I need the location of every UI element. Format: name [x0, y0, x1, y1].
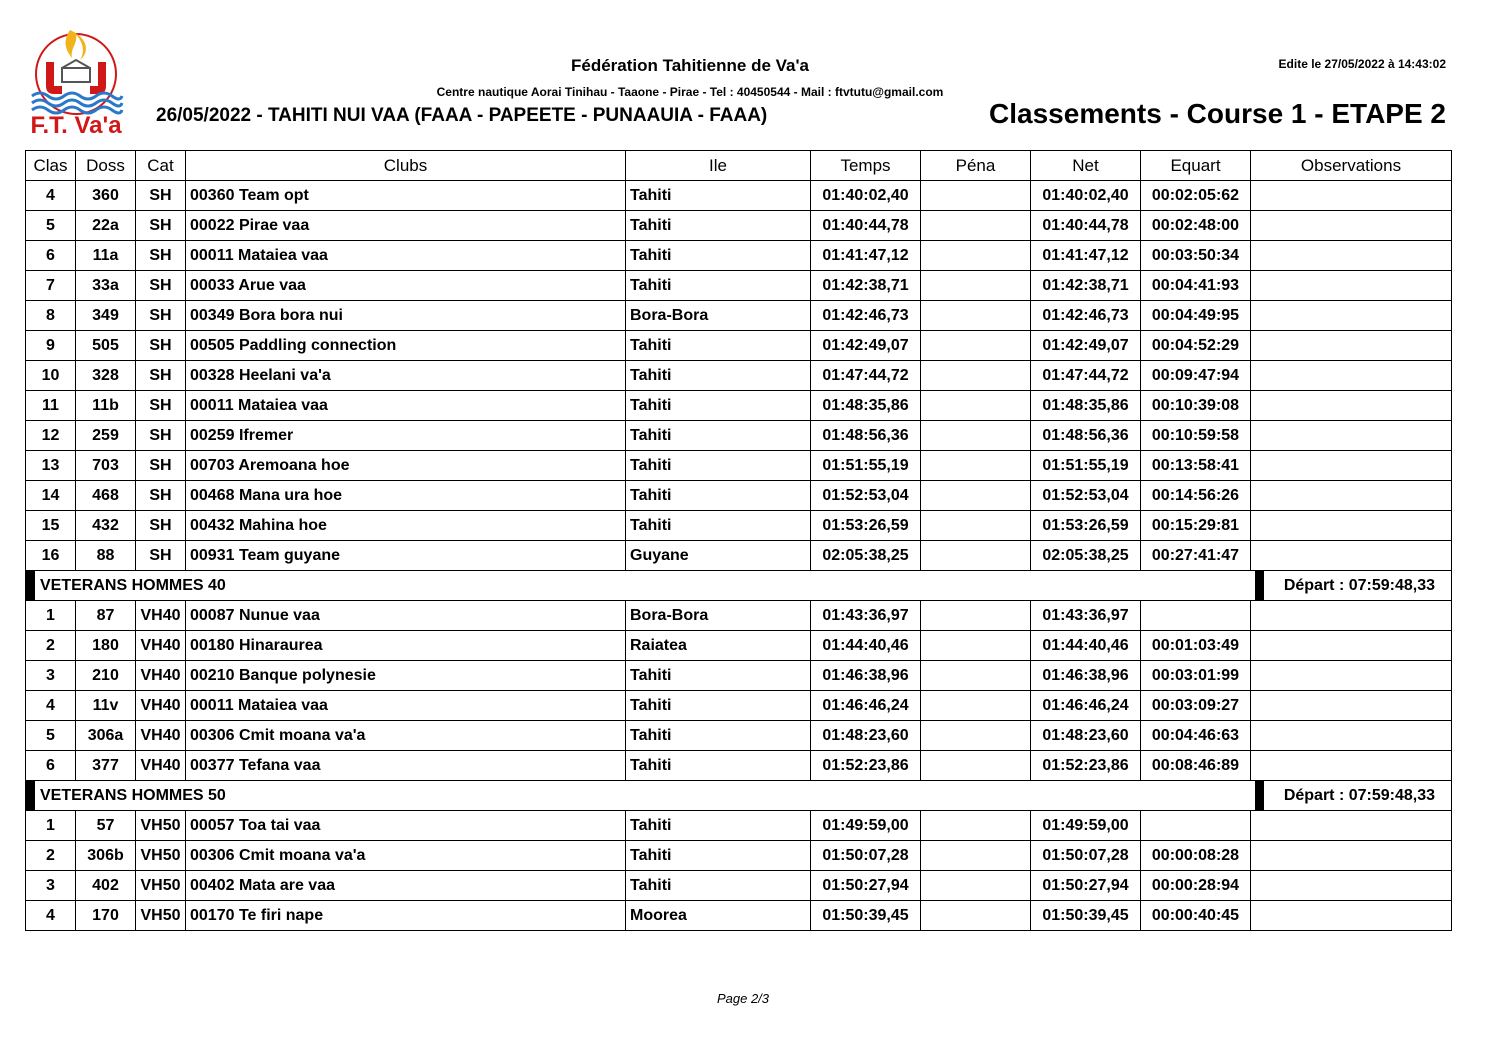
cell-cat: VH40 — [136, 661, 186, 691]
cell-ile: Tahiti — [626, 181, 811, 211]
cell-doss: 306a — [76, 721, 136, 751]
cell-club: 00180 Hinaraurea — [186, 631, 626, 661]
col-header-temps: Temps — [811, 151, 921, 181]
cell-doss: 306b — [76, 841, 136, 871]
cell-temps: 01:50:27,94 — [811, 871, 921, 901]
cell-ile: Tahiti — [626, 241, 811, 271]
col-header-pena: Péna — [921, 151, 1031, 181]
table-row — [26, 181, 1452, 211]
table-row — [26, 481, 1452, 511]
cell-doss: 57 — [76, 811, 136, 841]
cell-pena — [921, 211, 1031, 241]
cell-equart: 00:03:50:34 — [1141, 241, 1251, 271]
col-header-observations: Observations — [1251, 151, 1452, 181]
cell-net: 01:40:02,40 — [1031, 181, 1141, 211]
table-row — [26, 721, 1452, 751]
cell-temps: 01:43:36,97 — [811, 601, 921, 631]
cell-observations — [1251, 631, 1452, 661]
cell-cat: VH50 — [136, 901, 186, 931]
cell-temps: 01:44:40,46 — [811, 631, 921, 661]
cell-club: 00057 Toa tai vaa — [186, 811, 626, 841]
cell-equart: 00:04:41:93 — [1141, 271, 1251, 301]
cell-ile: Tahiti — [626, 361, 811, 391]
cell-cat: VH50 — [136, 811, 186, 841]
cell-observations — [1251, 421, 1452, 451]
cell-pena — [921, 511, 1031, 541]
cell-equart: 00:27:41:47 — [1141, 541, 1251, 571]
table-row — [26, 871, 1452, 901]
table-row — [26, 661, 1452, 691]
cell-club: 00328 Heelani va'a — [186, 361, 626, 391]
cell-club: 00306 Cmit moana va'a — [186, 841, 626, 871]
cell-doss: 180 — [76, 631, 136, 661]
section-header-row — [26, 571, 1452, 601]
page-number: Page 2/3 — [716, 991, 770, 1006]
cell-cat: VH40 — [136, 721, 186, 751]
cell-equart: 00:03:01:99 — [1141, 661, 1251, 691]
cell-cat: SH — [136, 181, 186, 211]
col-header-clubs: Clubs — [186, 151, 626, 181]
cell-ile: Tahiti — [626, 691, 811, 721]
cell-cat: SH — [136, 391, 186, 421]
cell-doss: 87 — [76, 601, 136, 631]
cell-observations — [1251, 721, 1452, 751]
section-depart: Départ : 07:59:48,33 — [1283, 786, 1435, 804]
cell-doss: 349 — [76, 301, 136, 331]
table-row — [26, 511, 1452, 541]
cell-temps: 01:50:07,28 — [811, 841, 921, 871]
cell-club: 00377 Tefana vaa — [186, 751, 626, 781]
cell-cat: SH — [136, 541, 186, 571]
cell-club: 00505 Paddling connection — [186, 331, 626, 361]
cell-clas: 4 — [26, 901, 76, 931]
cell-ile: Bora-Bora — [626, 301, 811, 331]
cell-doss: 360 — [76, 181, 136, 211]
cell-ile: Tahiti — [626, 811, 811, 841]
cell-net: 01:48:23,60 — [1031, 721, 1141, 751]
cell-cat: VH40 — [136, 601, 186, 631]
ftv-logo — [26, 24, 126, 146]
cell-observations — [1251, 451, 1452, 481]
table-row — [26, 271, 1452, 301]
cell-doss: 88 — [76, 541, 136, 571]
table-row — [26, 841, 1452, 871]
cell-club: 00931 Team guyane — [186, 541, 626, 571]
cell-doss: 377 — [76, 751, 136, 781]
cell-clas: 5 — [26, 721, 76, 751]
cell-net: 01:50:07,28 — [1031, 841, 1141, 871]
cell-club: 00259 Ifremer — [186, 421, 626, 451]
cell-club: 00170 Te firi nape — [186, 901, 626, 931]
cell-clas: 10 — [26, 361, 76, 391]
cell-cat: VH40 — [136, 691, 186, 721]
cell-net: 01:46:46,24 — [1031, 691, 1141, 721]
col-header-cat: Cat — [136, 151, 186, 181]
cell-pena — [921, 691, 1031, 721]
cell-ile: Tahiti — [626, 421, 811, 451]
cell-observations — [1251, 601, 1452, 631]
cell-club: 00022 Pirae vaa — [186, 211, 626, 241]
table-row — [26, 211, 1452, 241]
federation-address: Centre nautique Aorai Tinihau - Taaone - Pirae - Tel : 40450544 - Mail : ftvtutu@gmail.com — [436, 85, 944, 99]
cell-net: 01:48:56,36 — [1031, 421, 1141, 451]
cell-equart: 00:03:09:27 — [1141, 691, 1251, 721]
cell-observations — [1251, 871, 1452, 901]
cell-equart: 00:02:48:00 — [1141, 211, 1251, 241]
cell-net: 01:41:47,12 — [1031, 241, 1141, 271]
logo-text: F.T. Va'a — [30, 112, 122, 139]
cell-net: 01:50:27,94 — [1031, 871, 1141, 901]
cell-ile: Tahiti — [626, 271, 811, 301]
cell-ile: Tahiti — [626, 331, 811, 361]
cell-pena — [921, 541, 1031, 571]
cell-cat: VH50 — [136, 871, 186, 901]
cell-clas: 2 — [26, 631, 76, 661]
cell-temps: 01:49:59,00 — [811, 811, 921, 841]
section-name: VETERANS HOMMES 50 — [40, 786, 226, 804]
section-marker — [1255, 571, 1264, 600]
cell-temps: 01:50:39,45 — [811, 901, 921, 931]
classement-title: Classements - Course 1 - ETAPE 2 — [989, 98, 1446, 129]
cell-pena — [921, 361, 1031, 391]
cell-ile: Moorea — [626, 901, 811, 931]
table-row — [26, 361, 1452, 391]
cell-temps: 01:51:55,19 — [811, 451, 921, 481]
cell-temps: 01:42:49,07 — [811, 331, 921, 361]
cell-clas: 6 — [26, 751, 76, 781]
cell-pena — [921, 721, 1031, 751]
section-name: VETERANS HOMMES 40 — [40, 576, 226, 594]
cell-ile: Tahiti — [626, 511, 811, 541]
cell-equart: 00:10:39:08 — [1141, 391, 1251, 421]
cell-temps: 01:42:46,73 — [811, 301, 921, 331]
cell-pena — [921, 811, 1031, 841]
cell-cat: SH — [136, 331, 186, 361]
cell-pena — [921, 301, 1031, 331]
cell-temps: 01:46:46,24 — [811, 691, 921, 721]
cell-clas: 1 — [26, 601, 76, 631]
cell-pena — [921, 751, 1031, 781]
section-marker — [26, 781, 35, 810]
cell-club: 00703 Aremoana hoe — [186, 451, 626, 481]
federation-name: Fédération Tahitienne de Va'a — [570, 56, 809, 75]
section-depart: Départ : 07:59:48,33 — [1283, 576, 1435, 594]
cell-club: 00033 Arue vaa — [186, 271, 626, 301]
cell-equart: 00:10:59:58 — [1141, 421, 1251, 451]
section-header-row — [26, 781, 1452, 811]
cell-pena — [921, 661, 1031, 691]
cell-pena — [921, 421, 1031, 451]
cell-cat: VH50 — [136, 841, 186, 871]
cell-doss: 11a — [76, 241, 136, 271]
cell-ile: Bora-Bora — [626, 601, 811, 631]
cell-clas: 7 — [26, 271, 76, 301]
cell-ile: Tahiti — [626, 391, 811, 421]
cell-equart: 00:08:46:89 — [1141, 751, 1251, 781]
cell-net: 01:48:35,86 — [1031, 391, 1141, 421]
cell-net: 01:51:55,19 — [1031, 451, 1141, 481]
cell-club: 00011 Mataiea vaa — [186, 391, 626, 421]
cell-equart — [1141, 811, 1251, 841]
cell-observations — [1251, 361, 1452, 391]
cell-net: 01:42:38,71 — [1031, 271, 1141, 301]
cell-net: 01:40:44,78 — [1031, 211, 1141, 241]
cell-temps: 01:40:02,40 — [811, 181, 921, 211]
col-header-equart: Equart — [1141, 151, 1251, 181]
race-title: 26/05/2022 - TAHITI NUI VAA (FAAA - PAPEETE - PUNAAUIA - FAAA) — [156, 105, 768, 126]
cell-equart — [1141, 601, 1251, 631]
col-header-net: Net — [1031, 151, 1141, 181]
cell-doss: 432 — [76, 511, 136, 541]
cell-temps: 01:48:23,60 — [811, 721, 921, 751]
cell-observations — [1251, 271, 1452, 301]
cell-doss: 505 — [76, 331, 136, 361]
cell-clas: 12 — [26, 421, 76, 451]
cell-equart: 00:13:58:41 — [1141, 451, 1251, 481]
cell-equart: 00:00:28:94 — [1141, 871, 1251, 901]
cell-cat: SH — [136, 481, 186, 511]
cell-clas: 8 — [26, 301, 76, 331]
table-row — [26, 631, 1452, 661]
cell-doss: 328 — [76, 361, 136, 391]
cell-observations — [1251, 751, 1452, 781]
cell-net: 01:43:36,97 — [1031, 601, 1141, 631]
cell-doss: 703 — [76, 451, 136, 481]
cell-clas: 5 — [26, 211, 76, 241]
cell-club: 00432 Mahina hoe — [186, 511, 626, 541]
cell-pena — [921, 841, 1031, 871]
cell-pena — [921, 901, 1031, 931]
cell-equart: 00:00:40:45 — [1141, 901, 1251, 931]
cell-observations — [1251, 901, 1452, 931]
cell-ile: Tahiti — [626, 751, 811, 781]
logo-emblem-icon — [26, 24, 126, 116]
cell-pena — [921, 391, 1031, 421]
table-header-row — [26, 151, 1452, 181]
cell-clas: 4 — [26, 691, 76, 721]
table-row — [26, 901, 1452, 931]
cell-net: 01:50:39,45 — [1031, 901, 1141, 931]
table-row — [26, 691, 1452, 721]
cell-observations — [1251, 481, 1452, 511]
cell-observations — [1251, 541, 1452, 571]
cell-ile: Guyane — [626, 541, 811, 571]
section-marker — [1255, 781, 1264, 810]
cell-clas: 4 — [26, 181, 76, 211]
cell-club: 00210 Banque polynesie — [186, 661, 626, 691]
cell-net: 01:46:38,96 — [1031, 661, 1141, 691]
cell-temps: 01:42:38,71 — [811, 271, 921, 301]
cell-clas: 1 — [26, 811, 76, 841]
cell-net: 01:42:46,73 — [1031, 301, 1141, 331]
cell-club: 00306 Cmit moana va'a — [186, 721, 626, 751]
cell-doss: 210 — [76, 661, 136, 691]
cell-cat: SH — [136, 241, 186, 271]
cell-club: 00011 Mataiea vaa — [186, 691, 626, 721]
cell-net: 02:05:38,25 — [1031, 541, 1141, 571]
cell-club: 00468 Mana ura hoe — [186, 481, 626, 511]
cell-temps: 01:46:38,96 — [811, 661, 921, 691]
cell-temps: 01:47:44,72 — [811, 361, 921, 391]
section-marker — [26, 571, 35, 600]
cell-temps: 01:52:53,04 — [811, 481, 921, 511]
cell-clas: 3 — [26, 871, 76, 901]
cell-pena — [921, 241, 1031, 271]
table-row — [26, 301, 1452, 331]
cell-temps: 01:41:47,12 — [811, 241, 921, 271]
cell-pena — [921, 181, 1031, 211]
cell-temps: 02:05:38,25 — [811, 541, 921, 571]
cell-pena — [921, 331, 1031, 361]
cell-temps: 01:52:23,86 — [811, 751, 921, 781]
cell-observations — [1251, 841, 1452, 871]
cell-doss: 11v — [76, 691, 136, 721]
cell-doss: 402 — [76, 871, 136, 901]
cell-cat: SH — [136, 211, 186, 241]
cell-temps: 01:48:35,86 — [811, 391, 921, 421]
table-row — [26, 391, 1452, 421]
results-table — [25, 150, 1452, 931]
cell-observations — [1251, 331, 1452, 361]
cell-clas: 13 — [26, 451, 76, 481]
cell-equart: 00:09:47:94 — [1141, 361, 1251, 391]
cell-ile: Tahiti — [626, 211, 811, 241]
cell-doss: 11b — [76, 391, 136, 421]
cell-cat: SH — [136, 271, 186, 301]
cell-net: 01:53:26,59 — [1031, 511, 1141, 541]
cell-pena — [921, 871, 1031, 901]
table-row — [26, 421, 1452, 451]
cell-equart: 00:01:03:49 — [1141, 631, 1251, 661]
cell-clas: 3 — [26, 661, 76, 691]
col-header-doss: Doss — [76, 151, 136, 181]
cell-doss: 33a — [76, 271, 136, 301]
cell-doss: 170 — [76, 901, 136, 931]
col-header-clas: Clas — [26, 151, 76, 181]
cell-doss: 468 — [76, 481, 136, 511]
table-row — [26, 241, 1452, 271]
cell-cat: VH40 — [136, 751, 186, 781]
cell-observations — [1251, 511, 1452, 541]
cell-clas: 6 — [26, 241, 76, 271]
cell-observations — [1251, 811, 1452, 841]
table-row — [26, 601, 1452, 631]
cell-observations — [1251, 211, 1452, 241]
cell-pena — [921, 451, 1031, 481]
cell-doss: 259 — [76, 421, 136, 451]
cell-net: 01:44:40,46 — [1031, 631, 1141, 661]
cell-clas: 11 — [26, 391, 76, 421]
cell-ile: Tahiti — [626, 721, 811, 751]
cell-ile: Tahiti — [626, 841, 811, 871]
cell-net: 01:52:23,86 — [1031, 751, 1141, 781]
cell-net: 01:49:59,00 — [1031, 811, 1141, 841]
cell-observations — [1251, 391, 1452, 421]
cell-club: 00402 Mata are vaa — [186, 871, 626, 901]
cell-temps: 01:48:56,36 — [811, 421, 921, 451]
cell-net: 01:47:44,72 — [1031, 361, 1141, 391]
cell-pena — [921, 481, 1031, 511]
cell-clas: 9 — [26, 331, 76, 361]
table-row — [26, 751, 1452, 781]
table-row — [26, 541, 1452, 571]
col-header-ile: Ile — [626, 151, 811, 181]
cell-equart: 00:02:05:62 — [1141, 181, 1251, 211]
cell-doss: 22a — [76, 211, 136, 241]
cell-net: 01:52:53,04 — [1031, 481, 1141, 511]
cell-cat: SH — [136, 421, 186, 451]
cell-temps: 01:53:26,59 — [811, 511, 921, 541]
edit-date: Edite le 27/05/2022 à 14:43:02 — [1278, 57, 1446, 71]
cell-cat: SH — [136, 361, 186, 391]
cell-cat: SH — [136, 511, 186, 541]
cell-club: 00087 Nunue vaa — [186, 601, 626, 631]
cell-club: 00349 Bora bora nui — [186, 301, 626, 331]
cell-observations — [1251, 241, 1452, 271]
cell-ile: Raiatea — [626, 631, 811, 661]
table-row — [26, 811, 1452, 841]
cell-equart: 00:14:56:26 — [1141, 481, 1251, 511]
cell-temps: 01:40:44,78 — [811, 211, 921, 241]
cell-equart: 00:15:29:81 — [1141, 511, 1251, 541]
cell-club: 00360 Team opt — [186, 181, 626, 211]
cell-observations — [1251, 301, 1452, 331]
cell-observations — [1251, 181, 1452, 211]
cell-cat: SH — [136, 451, 186, 481]
cell-net: 01:42:49,07 — [1031, 331, 1141, 361]
cell-club: 00011 Mataiea vaa — [186, 241, 626, 271]
cell-cat: SH — [136, 301, 186, 331]
cell-pena — [921, 601, 1031, 631]
cell-cat: VH40 — [136, 631, 186, 661]
cell-ile: Tahiti — [626, 661, 811, 691]
cell-clas: 16 — [26, 541, 76, 571]
table-row — [26, 331, 1452, 361]
cell-clas: 14 — [26, 481, 76, 511]
cell-equart: 00:04:49:95 — [1141, 301, 1251, 331]
cell-equart: 00:04:46:63 — [1141, 721, 1251, 751]
cell-ile: Tahiti — [626, 451, 811, 481]
cell-clas: 2 — [26, 841, 76, 871]
cell-pena — [921, 271, 1031, 301]
cell-ile: Tahiti — [626, 871, 811, 901]
cell-observations — [1251, 661, 1452, 691]
cell-clas: 15 — [26, 511, 76, 541]
results-body — [26, 181, 1452, 931]
cell-pena — [921, 631, 1031, 661]
cell-observations — [1251, 691, 1452, 721]
cell-equart: 00:00:08:28 — [1141, 841, 1251, 871]
table-row — [26, 451, 1452, 481]
cell-ile: Tahiti — [626, 481, 811, 511]
cell-equart: 00:04:52:29 — [1141, 331, 1251, 361]
